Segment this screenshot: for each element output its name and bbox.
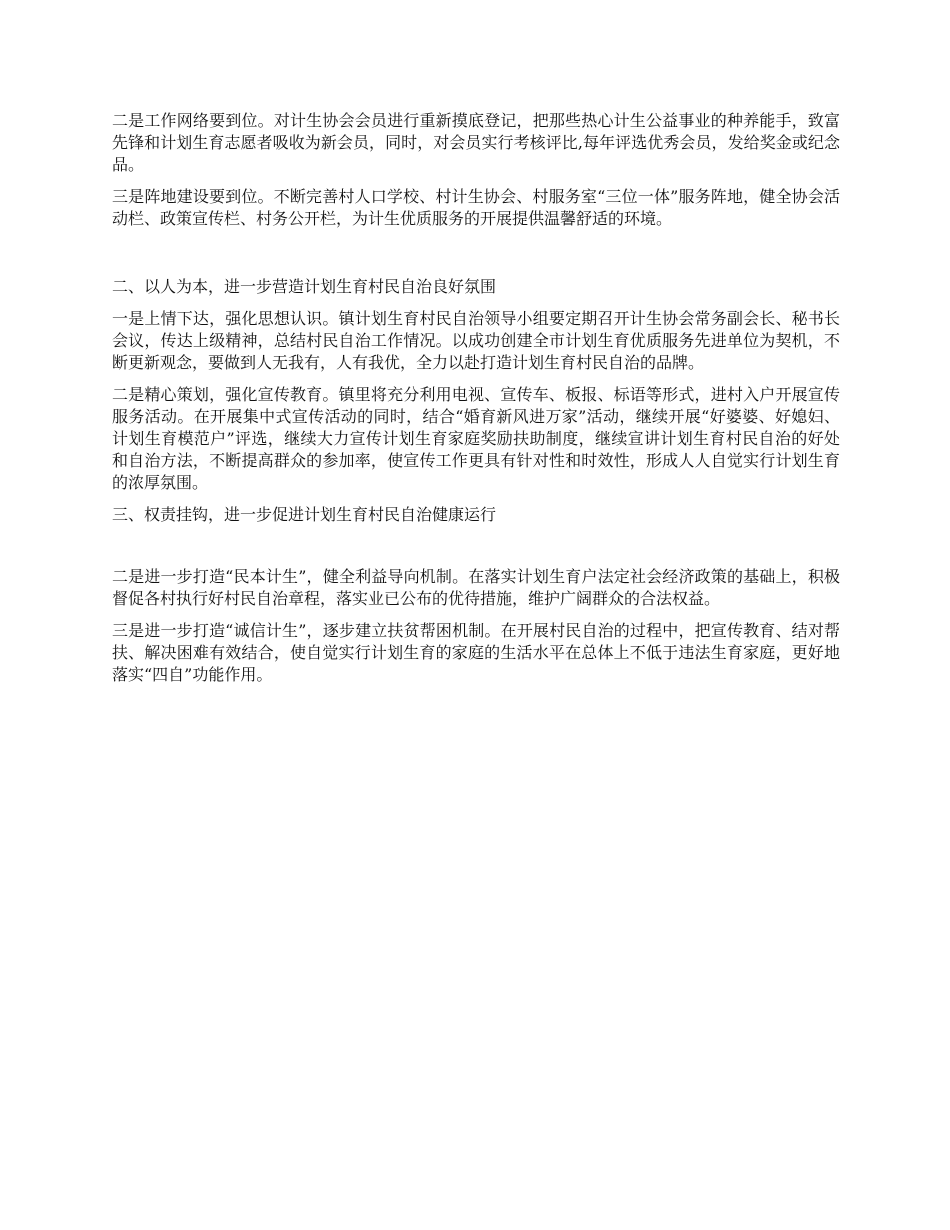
document-page bbox=[112, 110, 840, 696]
paragraph-work-network: 二是工作网络要到位。对计生协会会员进行重新摸底登记，把那些热心计生公益事业的种养能手，致富先锋和计划生育志愿者吸收为新会员，同时，对会员实行考核评比,每年评选优秀会员，发给奖金或纪念品。 bbox=[112, 111, 840, 174]
spacer bbox=[112, 536, 840, 566]
paragraph-position-building: 三是阵地建设要到位。不断完善村人口学校、村计生协会、村服务室“三位一体”服务阵地，健全协会活动栏、政策宣传栏、村务公开栏，为计生优质服务的开展提供温馨舒适的环境。 bbox=[112, 187, 840, 228]
paragraph-strengthen-awareness: 一是上情下达，强化思想认识。镇计划生育村民自治领导小组要定期召开计生协会常务副会长、秘书长会议，传达上级精神，总结村民自治工作情况。以成功创建全市计划生育优质服务先进单位为契机，不断更新观念，要做到人无我有，人有我优，全力以赴打造计划生育村民自治的品牌。 bbox=[112, 309, 840, 372]
section-heading-3: 三、权责挂钩，进一步促进计划生育村民自治健康运行 bbox=[112, 505, 497, 524]
paragraph-integrity: 三是进一步打造“诚信计生”，逐步建立扶贫帮困机制。在开展村民自治的过程中，把宣传教育、结对帮扶、解决困难有效结合，使自觉实行计划生育的家庭的生活水平在总体上不低于违法生育家庭，更好地落实“四自”功能作用。 bbox=[112, 621, 840, 684]
spacer bbox=[112, 240, 840, 276]
paragraph-publicity-education: 二是精心策划，强化宣传教育。镇里将充分利用电视、宣传车、板报、标语等形式，进村入户开展宣传服务活动。在开展集中式宣传活动的同时，结合“婚育新风进万家”活动，继续开展“好婆婆、好媳妇、计划生育模范户”评选，继续大力宣传计划生育家庭奖励扶助制度，继续宣讲计划生育村民自治的好处和自治方法，不断提高群众的参加率，使宣传工作更具有针对性和时效性，形成人人自觉实行计划生育的浓厚氛围。 bbox=[112, 385, 840, 492]
section-heading-2: 二、以人为本，进一步营造计划生育村民自治良好氛围 bbox=[112, 277, 497, 296]
paragraph-people-oriented: 二是进一步打造“民本计生”，健全利益导向机制。在落实计划生育户法定社会经济政策的基础上，积极督促各村执行好村民自治章程，落实业已公布的优待措施，维护广阔群众的合法权益。 bbox=[112, 567, 840, 608]
